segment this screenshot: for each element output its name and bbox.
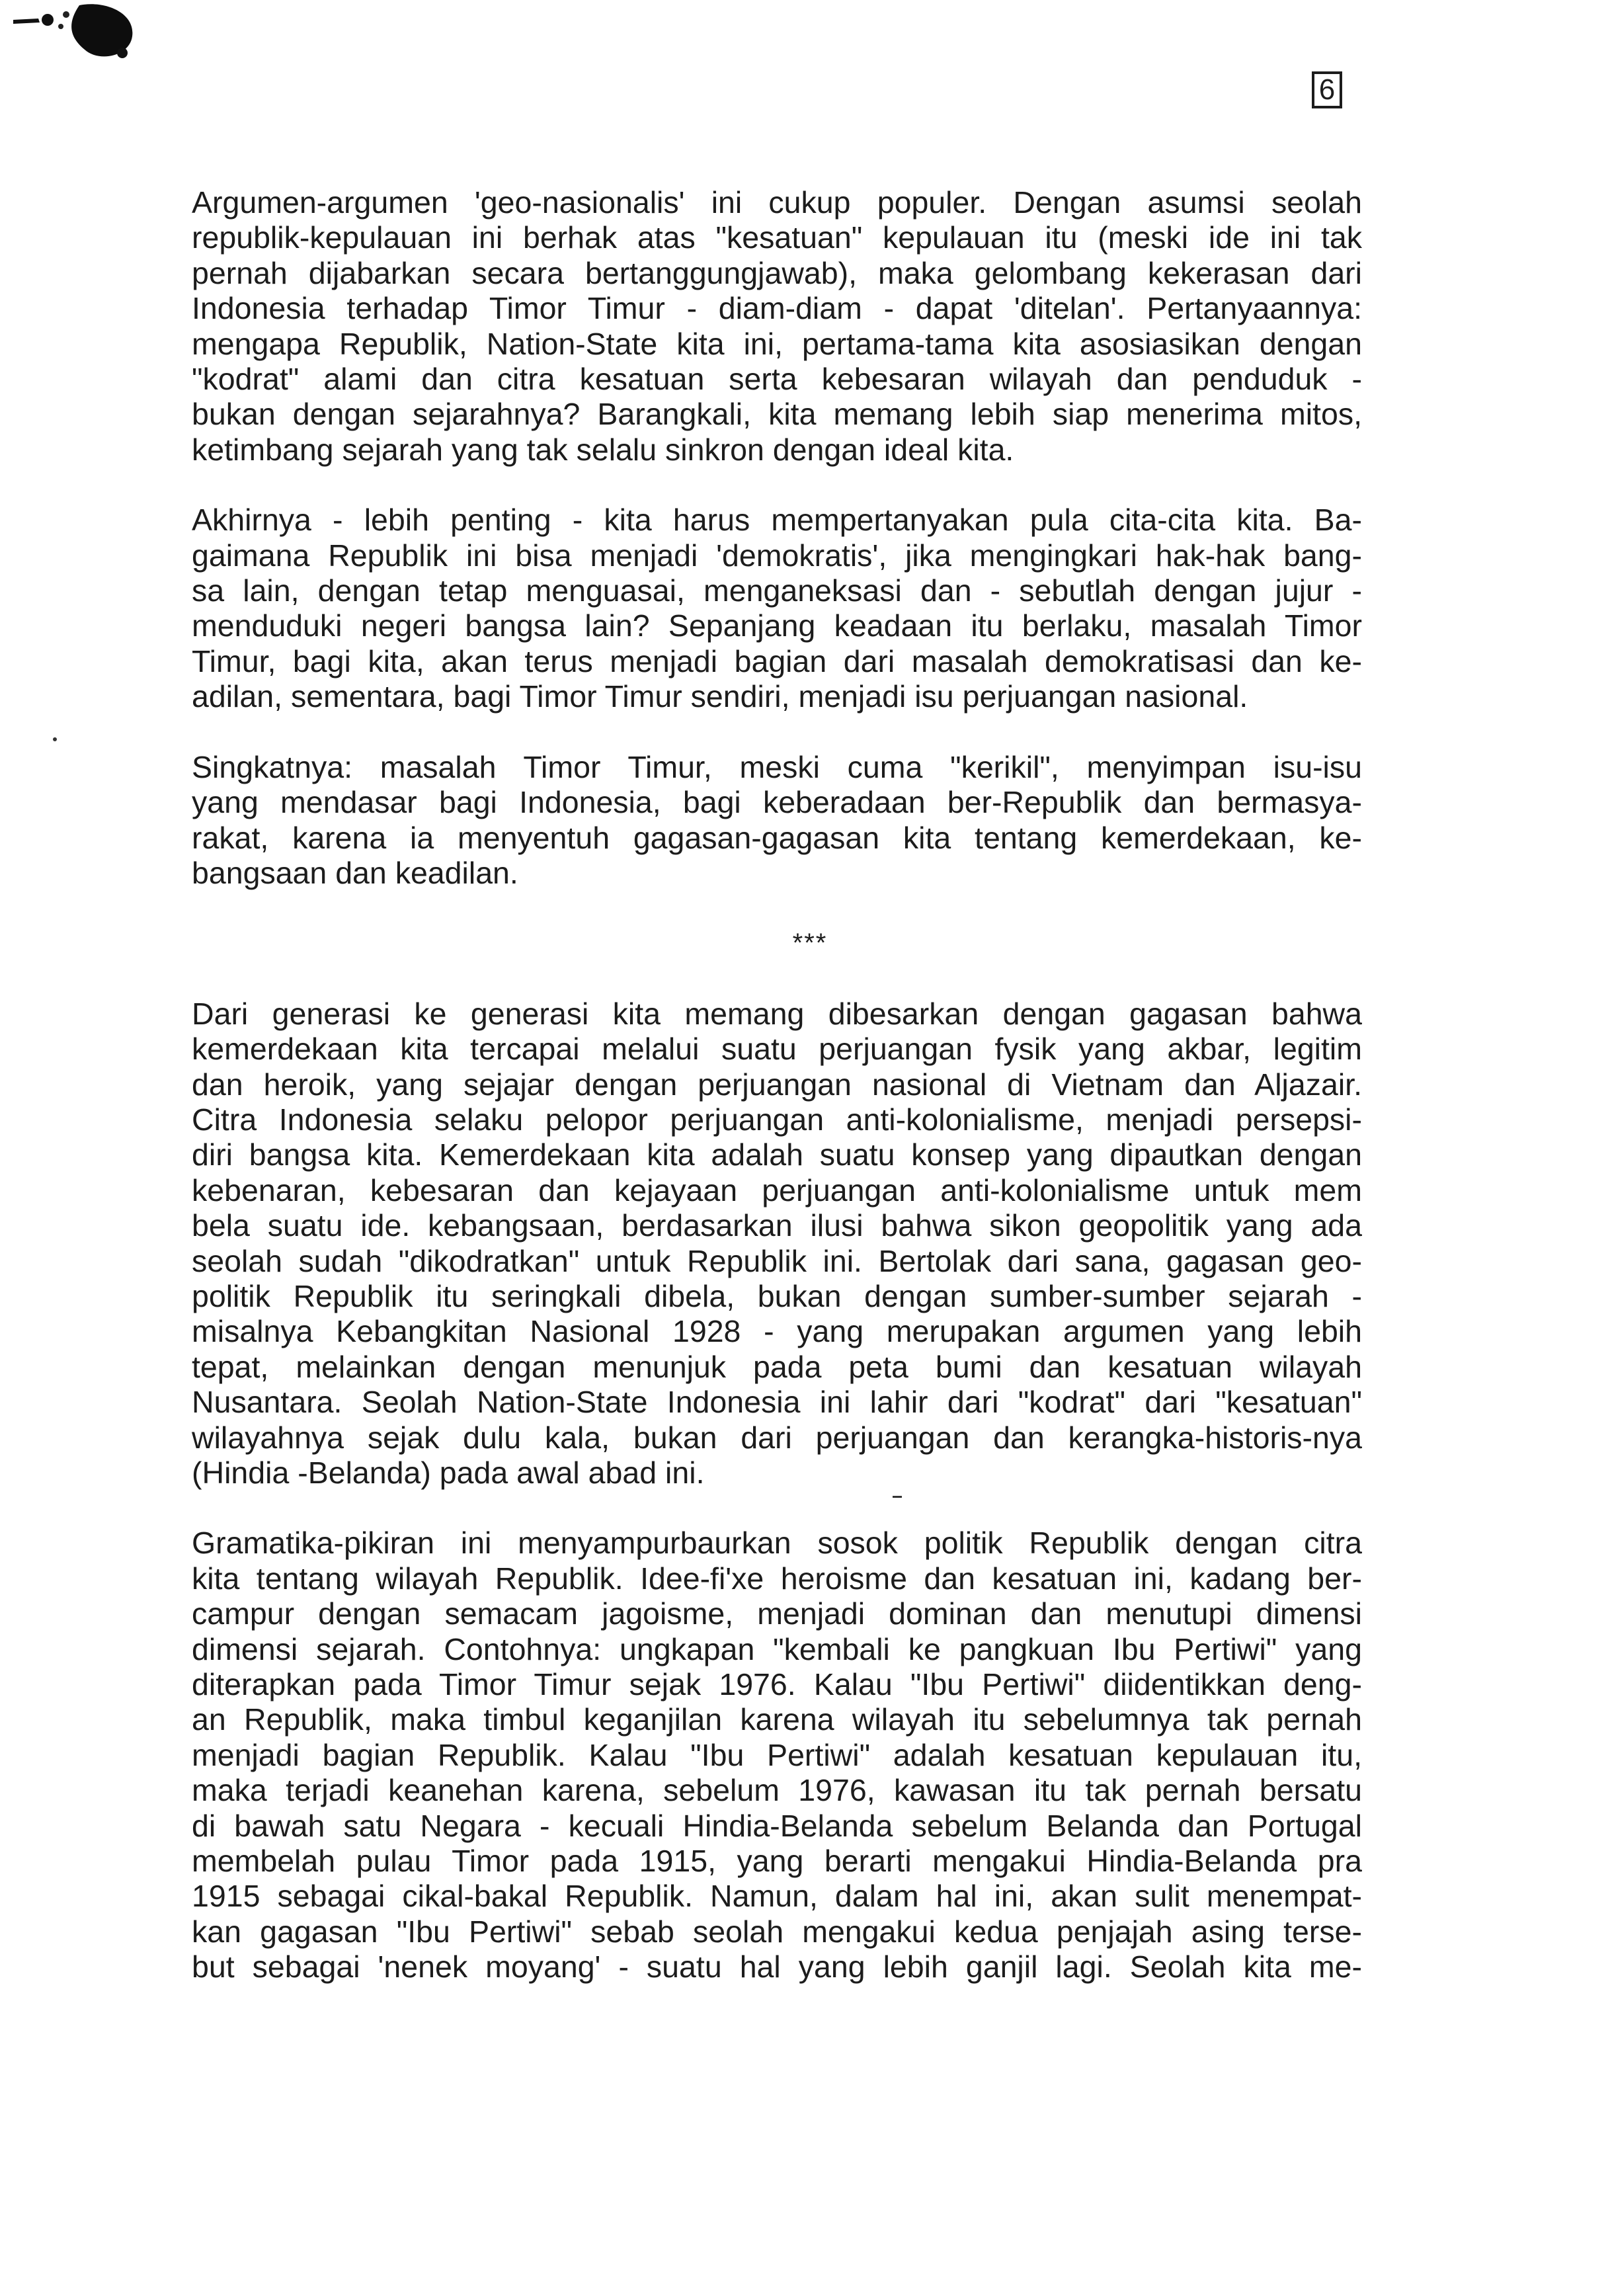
text-line: Argumen-argumen 'geo-nasionalis' ini cukup populer. Dengan asumsi seolah — [192, 185, 1362, 220]
text-line: gaimana Republik ini bisa menjadi 'demokratis', jika mengingkari hak-hak bang- — [192, 538, 1362, 573]
text-line: kemerdekaan kita tercapai melalui suatu perjuangan fysik yang akbar, legitim — [192, 1032, 1362, 1067]
text-line: dimensi sejarah. Contohnya: ungkapan "kembali ke pangkuan Ibu Pertiwi" yang — [192, 1631, 1362, 1666]
text-line: "kodrat" alami dan citra kesatuan serta kebesaran wilayah dan penduduk - — [192, 362, 1362, 397]
text-line: kita tentang wilayah Republik. Idee-fi'xe heroisme dan kesatuan ini, kadang ber- — [192, 1561, 1362, 1596]
text-line: mengapa Republik, Nation-State kita ini, pertama-tama kita asosiasikan dengan — [192, 326, 1362, 361]
text-line: kan gagasan "Ibu Pertiwi" sebab seolah mengakui kedua penjajah asing terse- — [192, 1914, 1362, 1949]
text-line: politik Republik itu seringkali dibela, bukan dengan sumber-sumber sejarah - — [192, 1278, 1362, 1313]
text-line: Gramatika-pikiran ini menyampurbaurkan sosok politik Republik dengan citra — [192, 1526, 1362, 1561]
text-line: rakat, karena ia menyentuh gagasan-gagasan kita tentang kemerdekaan, ke- — [192, 820, 1362, 855]
page-number-box: 6 — [1312, 71, 1342, 108]
text-line: but sebagai 'nenek moyang' - suatu hal yang lebih ganjil lagi. Seolah kita me- — [192, 1949, 1362, 1985]
text-line: maka terjadi keanehan karena, sebelum 1976, kawasan itu tak pernah bersatu — [192, 1773, 1362, 1808]
text-line: (Hindia -Belanda) pada awal abad ini. — [192, 1456, 705, 1490]
text-line: bangsaan dan keadilan. — [192, 855, 518, 890]
ink-blot-decoration — [0, 0, 152, 73]
document-body — [192, 185, 1362, 1985]
section-separator: *** — [792, 928, 828, 958]
text-line: Akhirnya - lebih penting - kita harus mempertanyakan pula cita-cita kita. Ba- — [192, 503, 1362, 538]
text-line: bela suatu ide. kebangsaan, berdasarkan ilusi bahwa sikon geopolitik yang ada — [192, 1208, 1362, 1243]
text-line: Indonesia terhadap Timor Timur - diam-diam - dapat 'ditelan'. Pertanyaannya: — [192, 291, 1362, 326]
paragraph — [192, 750, 1362, 891]
text-line: campur dengan semacam jagoisme, menjadi dominan dan menutupi dimensi — [192, 1596, 1362, 1631]
text-line: di bawah satu Negara - kecuali Hindia-Belanda sebelum Belanda dan Portugal — [192, 1808, 1362, 1843]
text-line: adilan, sementara, bagi Timor Timur sendiri, menjadi isu perjuangan nasional. — [192, 679, 1248, 714]
paragraph — [192, 185, 1362, 468]
text-line: diterapkan pada Timor Timur sejak 1976. Kalau "Ibu Pertiwi" diidentikkan deng- — [192, 1667, 1362, 1702]
text-line: kebenaran, kebesaran dan kejayaan perjuangan anti-kolonialisme untuk mem — [192, 1172, 1362, 1208]
text-line: yang mendasar bagi Indonesia, bagi keberadaan ber-Republik dan bermasya- — [192, 785, 1362, 820]
text-line: bukan dengan sejarahnya? Barangkali, kita memang lebih siap menerima mitos, — [192, 397, 1362, 432]
text-line: pernah dijabarkan secara bertanggungjawab), maka gelombang kekerasan dari — [192, 255, 1362, 290]
paragraph — [192, 1526, 1362, 1985]
text-line: seolah sudah "dikodratkan" untuk Republik ini. Bertolak dari sana, gagasan geo- — [192, 1243, 1362, 1278]
text-line: an Republik, maka timbul keganjilan karena wilayah itu sebelumnya tak pernah — [192, 1702, 1362, 1737]
stray-mark — [53, 737, 57, 741]
text-line: Nusantara. Seolah Nation-State Indonesia ini lahir dari "kodrat" dari "kesatuan" — [192, 1385, 1362, 1420]
text-line: Citra Indonesia selaku pelopor perjuangan anti-kolonialisme, menjadi persepsi- — [192, 1102, 1362, 1137]
text-line: republik-kepulauan ini berhak atas "kesatuan" kepulauan itu (meski ide ini tak — [192, 220, 1362, 255]
text-line: sa lain, dengan tetap menguasai, menganeksasi dan - sebutlah dengan jujur - — [192, 573, 1362, 608]
text-line: menduduki negeri bangsa lain? Sepanjang keadaan itu berlaku, masalah Timor — [192, 608, 1362, 643]
text-line: 1915 sebagai cikal-bakal Republik. Namun, dalam hal ini, akan sulit menempat- — [192, 1879, 1362, 1914]
text-line: ketimbang sejarah yang tak selalu sinkron dengan ideal kita. — [192, 432, 1014, 467]
text-line: misalnya Kebangkitan Nasional 1928 - yang merupakan argumen yang lebih — [192, 1314, 1362, 1349]
text-line: diri bangsa kita. Kemerdekaan kita adalah suatu konsep yang dipautkan dengan — [192, 1137, 1362, 1172]
text-line: wilayahnya sejak dulu kala, bukan dari perjuangan dan kerangka-historis-nya — [192, 1420, 1362, 1455]
text-line: Dari generasi ke generasi kita memang dibesarkan dengan gagasan bahwa — [192, 996, 1362, 1031]
paragraph — [192, 997, 1362, 1491]
text-line: Singkatnya: masalah Timor Timur, meski cuma "kerikil", menyimpan isu-isu — [192, 749, 1362, 784]
text-line: Timur, bagi kita, akan terus menjadi bagian dari masalah demokratisasi dan ke- — [192, 643, 1362, 678]
text-line: tepat, melainkan dengan menunjuk pada peta bumi dan kesatuan wilayah — [192, 1349, 1362, 1384]
text-line: menjadi bagian Republik. Kalau "Ibu Pertiwi" adalah kesatuan kepulauan itu, — [192, 1737, 1362, 1772]
text-line: membelah pulau Timor pada 1915, yang berarti mengakui Hindia-Belanda pra — [192, 1844, 1362, 1879]
text-line: dan heroik, yang sejajar dengan perjuangan nasional di Vietnam dan Aljazair. — [192, 1067, 1362, 1102]
paragraph — [192, 503, 1362, 714]
